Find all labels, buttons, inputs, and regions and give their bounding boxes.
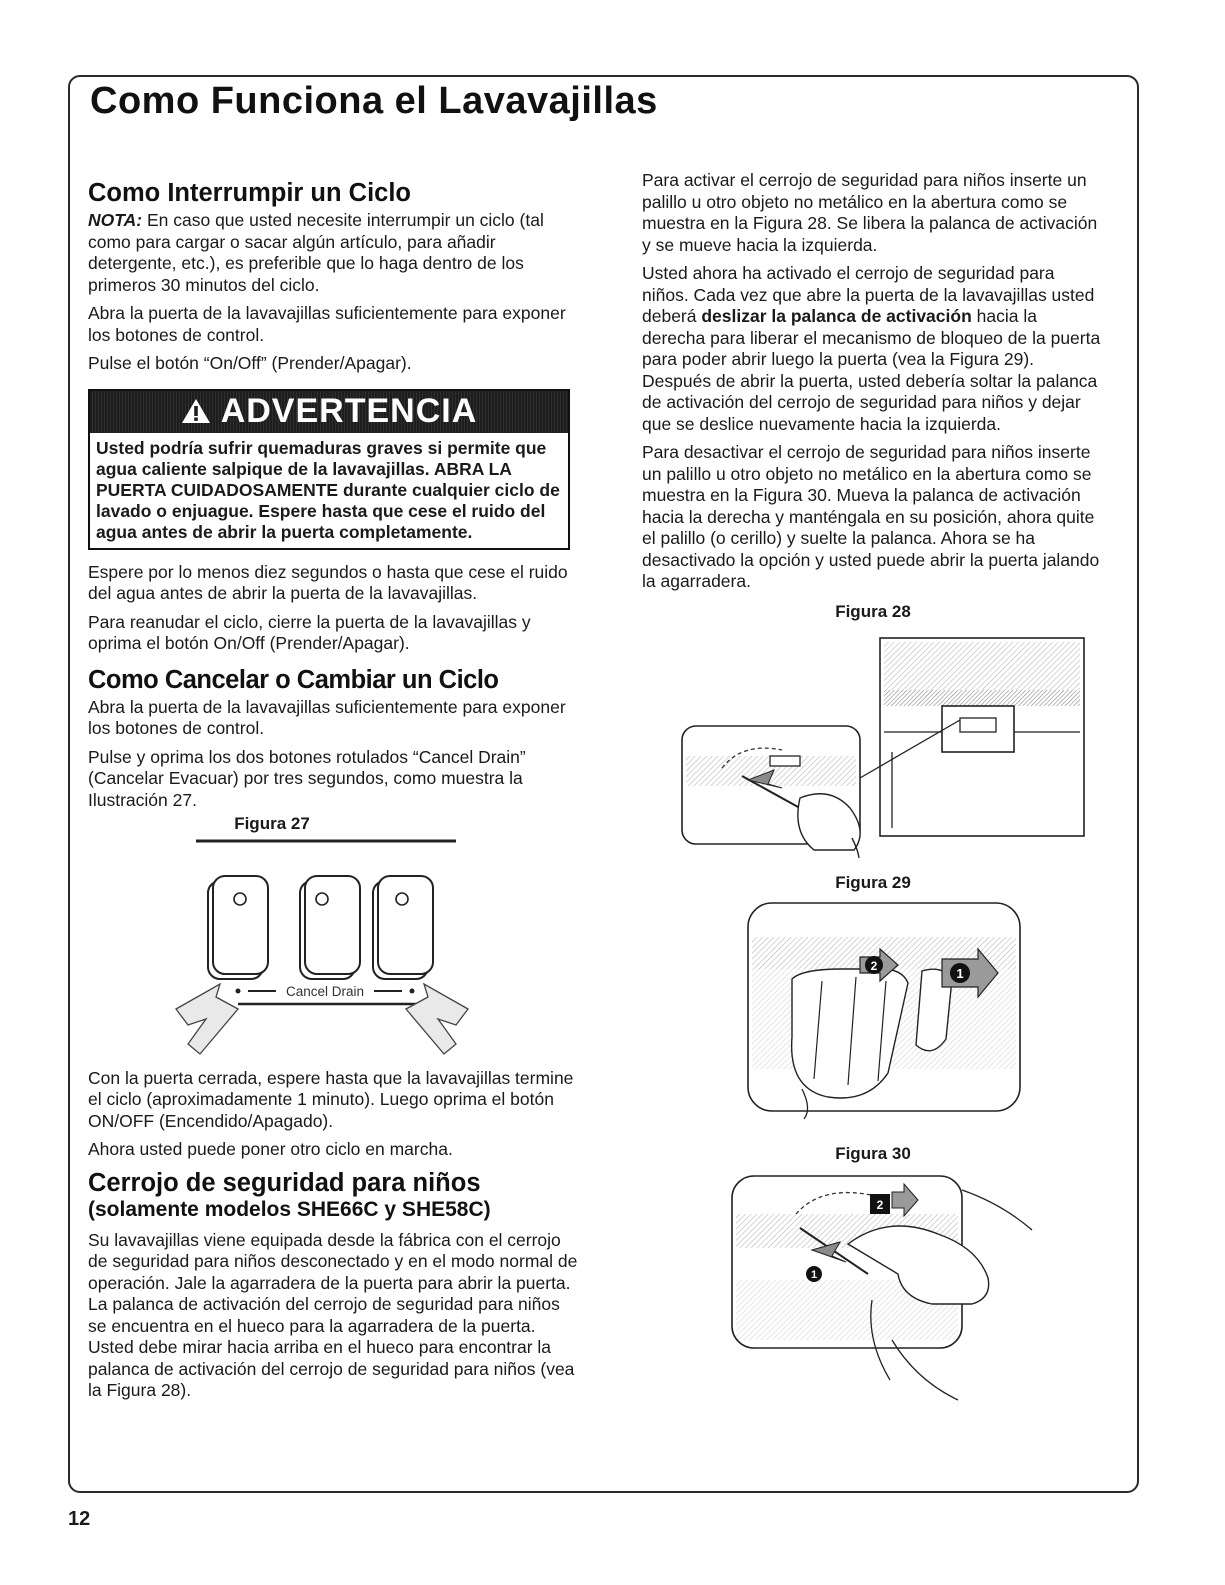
cancel-p1: Abra la puerta de la lavavajillas suficientemente para exponer los botones de control. — [88, 696, 566, 738]
figure-29-caption: Figura 29 — [835, 872, 911, 892]
fig29-step1: 1 — [956, 966, 964, 981]
figure-27-caption: Figura 27 — [234, 814, 310, 833]
left-column — [88, 170, 578, 1409]
warning-header — [90, 391, 568, 433]
child-lock-r2-b: hacia la derecha para liberar el mecanismo de bloqueo de la puerta para poder abrir luego la puerta (vea la Figura 29). Después de abrir la puerta, usted debería soltar la palanca de activación del cerrojo de seguridad para niños y dejar que se deslice nuevamente hacia la izquierda. — [642, 306, 1101, 434]
child-lock-r2-a: Usted ahora ha activado el cerrojo de seguridad para niños. Cada vez que abre la puerta de la lavavajillas usted deberá — [642, 263, 1095, 326]
right-column — [642, 170, 1104, 1424]
figure-30 — [642, 1143, 1104, 1416]
interrupt-p1: Abra la puerta de la lavavajillas suficientemente para exponer los botones de control. — [88, 303, 566, 345]
child-lock-p1: Su lavavajillas viene equipada desde la fábrica con el cerrojo de seguridad para niños desconectado y en el modo normal de operación. Jale la agarradera de la puerta para abrir la puerta. La palanca de activación del cerrojo de seguridad para niños se encuentra en el hueco para la agarradera de la puerta. Usted debe mirar hacia arriba en el hueco para encontrar la palanca de activación del cerrojo de seguridad para niños (vea la Figura 28). — [88, 1229, 578, 1400]
figure-30-illustration — [642, 1170, 1104, 1410]
fig29-step2: 2 — [870, 959, 878, 973]
after-warning-p1: Espere por lo menos diez segundos o hasta que cese el ruido del agua antes de abrir la puerta de la lavavajillas. — [88, 561, 568, 603]
note-paragraph — [88, 210, 578, 296]
cancel-drain-label: Cancel Drain — [285, 983, 365, 999]
note-label: NOTA: — [88, 210, 143, 230]
page-number: 12 — [68, 1508, 91, 1530]
warning-title: ADVERTENCIA — [220, 391, 478, 430]
cancel-p4: Ahora usted puede poner otro ciclo en marcha. — [88, 1139, 453, 1159]
figure-29 — [642, 872, 1104, 1135]
warning-box — [88, 389, 570, 550]
figure-27 — [88, 839, 578, 1064]
child-lock-r2 — [642, 263, 1104, 435]
child-lock-r1: Para activar el cerrojo de seguridad para niños inserte un palillo u otro objeto no metálico en la abertura como se muestra en la Figura 28. Se libera la palanca de activación y se mueve hacia la izquierda. — [642, 170, 1098, 255]
note-text: En caso que usted necesite interrumpir un ciclo (tal como para cargar o sacar algún artículo, para añadir detergente, etc.), es preferible que lo haga dentro de los primeros 30 minutos del ciclo. — [88, 210, 544, 295]
interrupt-heading: Como Interrumpir un Ciclo — [88, 179, 412, 207]
interrupt-p2: Pulse el botón “On/Off” (Prender/Apagar). — [88, 353, 412, 373]
warning-triangle-icon — [181, 397, 211, 426]
child-lock-r3: Para desactivar el cerrojo de seguridad para niños inserte un palillo u otro objeto no metálico en la abertura como se muestra en la Figura 30. Mueva la palanca de activación hacia la derecha y manténgala en su posición, ahora quite el palillo (o cerillo) y suelte la palanca. Ahora se ha desactivado la opción y usted puede abrir la puerta jalando la agarradera. — [642, 442, 1100, 591]
cancel-drain-buttons-illustration — [88, 839, 578, 1064]
figure-28 — [642, 601, 1104, 864]
figure-28-illustration — [642, 628, 1104, 858]
child-lock-r2-bold: deslizar la palanca de activación — [701, 306, 972, 326]
fig30-step2: 2 — [876, 1198, 884, 1212]
warning-text: Usted podría sufrir quemaduras graves si permite que agua caliente salpique de la lavavajillas. ABRA LA PUERTA CUIDADOSAMENTE durante cualquier ciclo de lavado o enjuague. Espere hasta que cese el ruido del agua antes de abrir la puerta completamente. — [96, 437, 560, 542]
figure-28-caption: Figura 28 — [835, 601, 911, 621]
cancel-p2: Pulse y oprima los dos botones rotulados “Cancel Drain” (Cancelar Evacuar) por tres segundos, como muestra la Ilustración 27. — [88, 746, 526, 810]
figure-30-caption: Figura 30 — [835, 1143, 911, 1163]
cancel-heading: Como Cancelar o Cambiar un Ciclo — [88, 665, 499, 694]
after-warning-p2: Para reanudar el ciclo, cierre la puerta de la lavavajillas y oprima el botón On/Off (Prender/Apagar). — [88, 611, 531, 653]
child-lock-heading: Cerrojo de seguridad para niños — [88, 1168, 481, 1197]
cancel-p3: Con la puerta cerrada, espere hasta que la lavavajillas termine el ciclo (aproximadamente 1 minuto). Luego oprima el botón ON/OFF (Encendido/Apagado). — [88, 1067, 574, 1131]
figure-29-illustration — [642, 899, 1104, 1129]
fig30-step1: 1 — [810, 1269, 818, 1281]
child-lock-subheading: (solamente modelos SHE66C y SHE58C) — [88, 1197, 491, 1221]
page-title: Como Funciona el Lavavajillas — [90, 80, 658, 122]
